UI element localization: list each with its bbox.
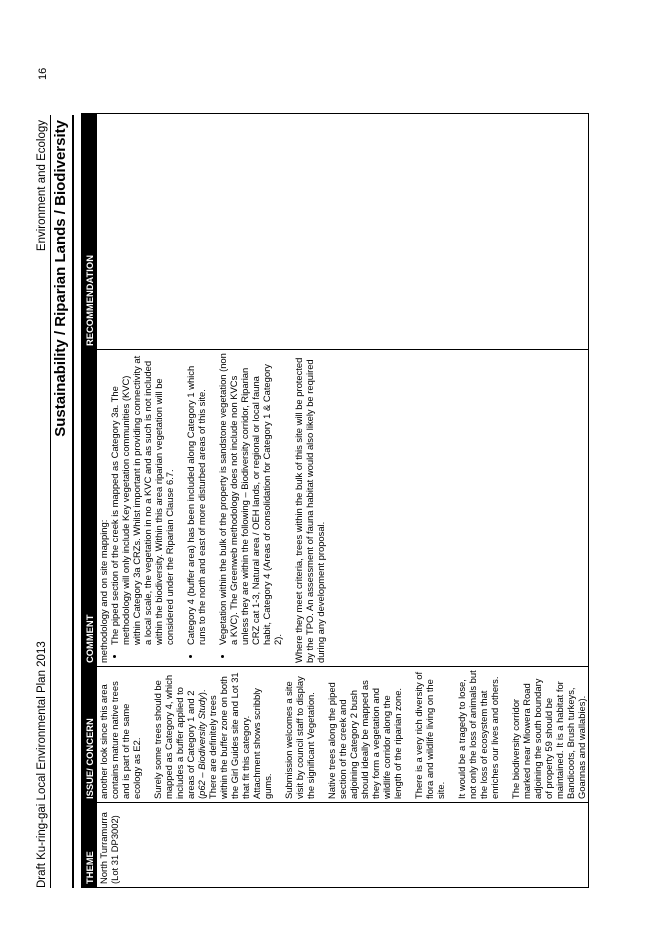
table-header-row xyxy=(82,114,97,888)
table-row xyxy=(97,114,589,888)
page-number: 16 xyxy=(37,67,49,80)
issue-paragraph: It would be a tragedy to lose, not only the loss of animals but the loss of ecosystem that enriches our lives and others. xyxy=(456,670,500,799)
issue-paragraph: There is a very rich diversity of flora and wildlife living on the site. xyxy=(413,671,446,799)
header-rule-top xyxy=(50,115,51,888)
theme-cell xyxy=(97,803,589,888)
header-recommendation: RECOMMENDATION xyxy=(82,114,97,350)
issue-paragraph: Submission welcomes a site visit by council staff to display the significant Vegetation. xyxy=(283,676,316,799)
comment-bullet: • Category 4 (buffer area) has been included along Category 1 which runs to the north and east of more disturbed areas of this site. xyxy=(185,353,207,645)
section-title: Sustainability / Riparian Lands / Biodiversity xyxy=(52,120,69,437)
issue-paragraph: another look since this area contains mature native trees and is part of the same ecology as E2. xyxy=(98,681,142,799)
issue-cell xyxy=(97,667,589,803)
issue-paragraph xyxy=(152,670,273,799)
theme-lot: (Lot 31 DP3002) xyxy=(109,815,120,884)
comment-bullet: • Vegetation within the bulk of the property is sandstone vegetation (non a KVC). The Greenweb methodology does not include non KVCs unless they are within the following – Biodiversity corridor, Riparian CRZ cat 1-3, Natural area / OEH lands, or regional or local fauna habit, Category 4 (Areas of consolidation for Category 1 & Category 2). xyxy=(217,353,283,645)
comment-cell xyxy=(97,350,589,667)
section-subtitle: Environment and Ecology xyxy=(36,120,48,252)
header-issue-concern: ISSUE/ CONCERN xyxy=(82,667,97,803)
comment-intro: methodology and on site mapping: xyxy=(98,519,109,663)
header-comment: COMMENT xyxy=(82,350,97,667)
issue-paragraph: The biodiversity corridor marked near Miowera Road adjoining the south boundary of property 59 should be maintained. It is a habitat for Bandicoots, Brush turkeys, Goannas and wallabies). xyxy=(510,678,587,799)
comment-bullet: • The piped section of the creek is mapped as Category 3a. The methodology will only include Key vegetation communities (KVC) within Category 3a CRZs. Whilst important in providing connectivity at a local scale, the vegetation in no a KVC and as such is not included within the biodiversity. Within this area riparian vegetation will be considered under the Riparian Clause 6.7. xyxy=(109,353,175,645)
header-theme: THEME xyxy=(82,803,97,888)
document-title: Draft Ku-ring-gai Local Environmental Plan 2013 xyxy=(36,641,48,888)
issue-citation: p62 – Biodiversity Study xyxy=(196,695,207,796)
header-rule-bottom xyxy=(72,115,74,888)
issue-paragraph: Native trees along the piped section of the creek and adjoining Category 2 bush should ideally be mapped as they form a vegetation and wildlife corridor along the length of the riparian zone. xyxy=(326,680,403,799)
issue-text: ). There are definitely trees within the buffer zone on both the Girl Guides site and Lot 31 that fit this category. Attachment shows scribbly gums. xyxy=(196,672,273,799)
recommendation-cell xyxy=(97,114,589,350)
theme-location: North Turramurra xyxy=(98,812,109,884)
issue-text: Surely some trees should be mapped as Category 4, which includes a buffer applied to areas of Category 1 and 2 ( xyxy=(152,674,207,799)
submissions-table xyxy=(81,113,589,888)
comment-closing: Where they meet criteria, trees within the bulk of this site will be protected by the TPO. An assessment of fauna habitat would also likely be required during any development proposal. xyxy=(293,357,326,663)
comment-bullet-list xyxy=(109,353,283,663)
